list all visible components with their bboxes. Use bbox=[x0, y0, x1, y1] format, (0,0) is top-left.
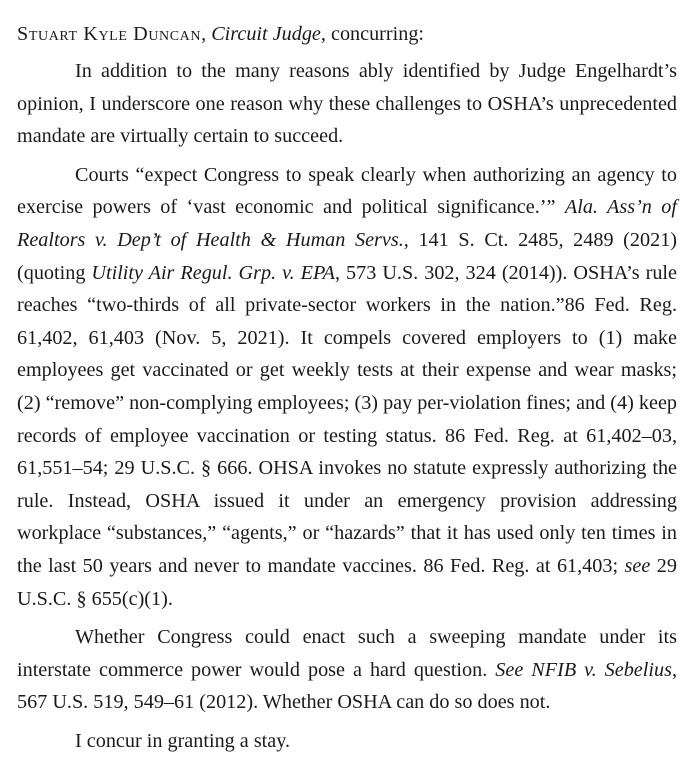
paragraph-1-text: In addition to the many reasons ably identified by Judge Engelhardt’s opinion, I underscore one reason why these challenges to OSHA’s unprecedented mandate are virtually certain to succeed. bbox=[17, 60, 677, 148]
opinion-page bbox=[17, 18, 677, 763]
opinion-header bbox=[17, 18, 677, 50]
citation-signal-see: see bbox=[624, 554, 651, 577]
paragraph-2-text-c: , 573 U.S. 302, 324 (2014)). OSHA’s rule reaches “two-thirds of all private-sector workers in the nation.”86 Fed. Reg. 61,402, 61,403 (Nov. 5, 2021). It compels covered employers to (1) make employees get vaccinated or get weekly tests at their expense and wear masks; (2) “remove” non-complying employees; (3) pay per-violation fines; and (4) keep records of employee vaccination or testing status. 86 Fed. Reg. at 61,402–03, 61,551–54; 29 U.S.C. § 666. OHSA invokes no statute expressly authorizing the rule. Instead, OSHA issued it under an emergency provision addressing workplace “substances,” “agents,” or “hazards” that it has used only ten times in the last 50 years and never to mandate vaccines. 86 Fed. Reg. at 61,403; bbox=[17, 261, 677, 577]
paragraph-2 bbox=[17, 159, 677, 615]
judge-name: Stuart Kyle Duncan bbox=[17, 23, 202, 45]
paragraph-3-text-b: , 567 U.S. 519, 549–61 (2012). Whether OSHA can do so does not. bbox=[17, 658, 677, 714]
judge-title: Circuit Judge bbox=[211, 23, 321, 45]
paragraph-2-text-a: Courts “expect Congress to speak clearly when authorizing an agency to exercise powers of ‘vast economic and political significance.’” bbox=[17, 163, 677, 219]
paragraph-4-text: I concur in granting a stay. bbox=[75, 729, 291, 752]
paragraph-2-text-b: , 141 S. Ct. 2485, 2489 (2021) (quoting bbox=[17, 228, 678, 284]
paragraph-3 bbox=[17, 621, 677, 719]
paragraph-3-text-a: Whether Congress could enact such a sweeping mandate under its interstate commerce power would pose a hard question. bbox=[17, 626, 677, 681]
case-citation-realtors: Ala. Ass’n of Realtors v. Dep’t of Health & Human Servs. bbox=[17, 196, 678, 251]
paragraph-2-text-d: 29 U.S.C. § 655(c)(1). bbox=[17, 554, 677, 610]
paragraph-4 bbox=[17, 725, 677, 758]
header-separator: , bbox=[201, 23, 212, 45]
case-citation-utility-air: Utility Air Regul. Grp. v. EPA bbox=[91, 261, 336, 284]
header-concurring: , concurring: bbox=[320, 23, 425, 45]
paragraph-1 bbox=[17, 55, 677, 153]
case-citation-nfib: See NFIB v. Sebelius bbox=[495, 658, 672, 681]
